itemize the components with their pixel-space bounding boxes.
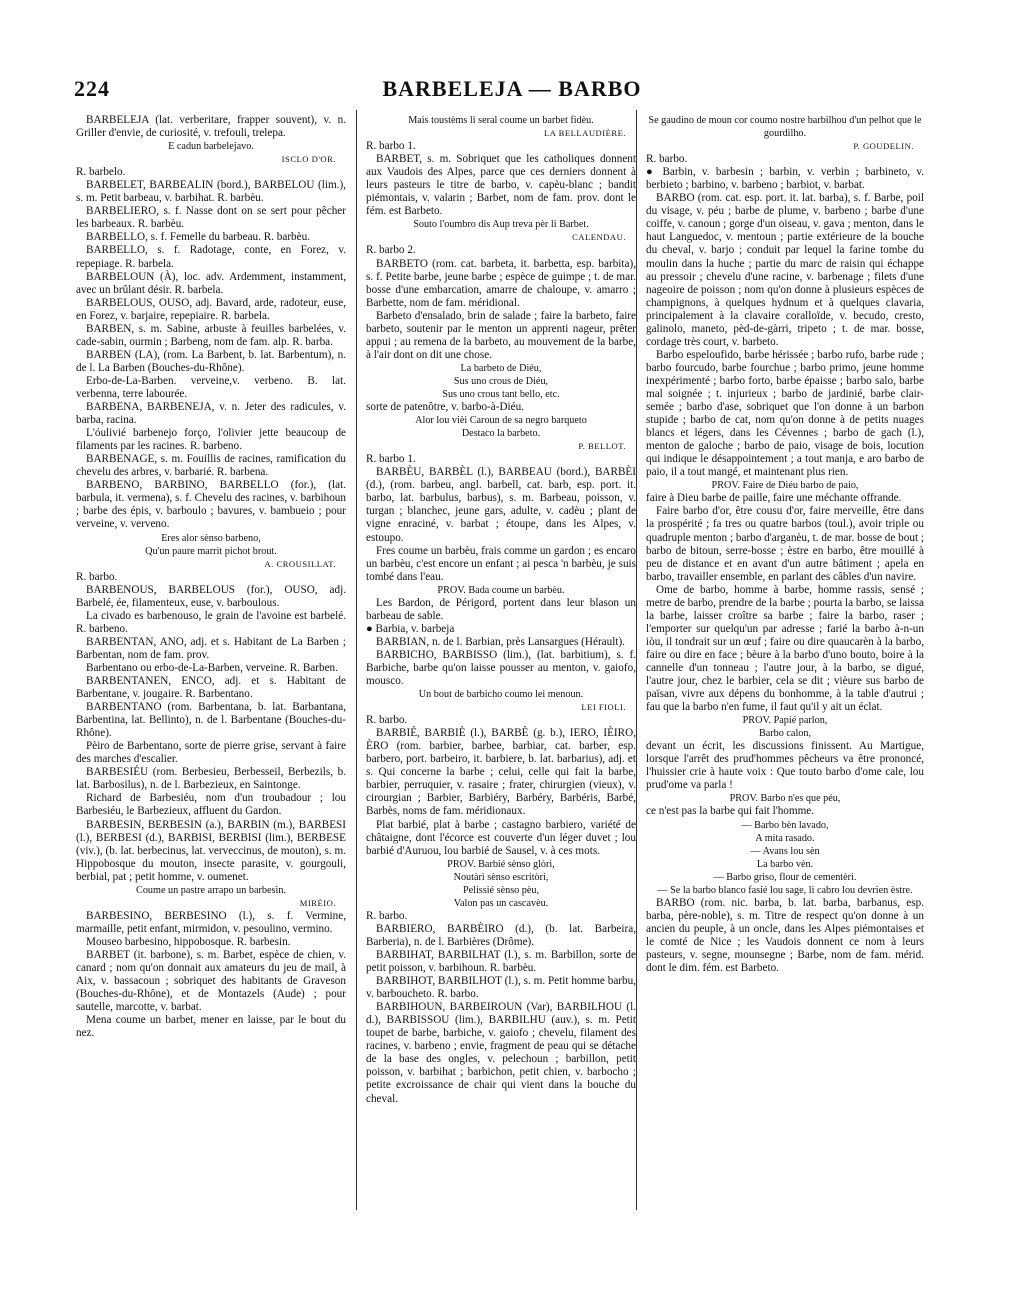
dictionary-entry: BARBELIERO, s. f. Nasse dont on se sert pour pêcher les barbeaux. R. barbèu. [76, 205, 346, 231]
entry-example: Mena coume un barbet, mener en laisse, par le bout du nez. [76, 1014, 346, 1040]
quote-source: A. CROUSILLAT. [264, 558, 336, 569]
entry-text: R. barbo 1. [366, 140, 416, 153]
verse-quote: Eres alor sènso barbeno, [161, 532, 261, 544]
dictionary-entry: BARBELOUS, OUSO, adj. Bavard, arde, radoteur, euse, en Forez, v. barjaire, repepiaire. R. barbela. [76, 296, 346, 322]
verse-quote: Coume un pastre arrapo un barbesin. [136, 884, 286, 896]
dictionary-entry: BARBÈU, BARBÈL (l.), BARBEAU (bord.), BARBÈI (d.), (rom. barbeu, angl. barbell, cat. barb, esp. port. it. barbo, lat. barbulus, barbus), s. m. Barbeau, poisson, v. turgan ; blanchec, jeune gars, adulte, v. cadèu ; plant de vigne enraciné, v. barbat ; étoupe, dans les Alpes, v. estoupo. [366, 466, 636, 544]
verse-quote: Alor lou vièi Caroun de sa negro barqueto [415, 415, 587, 427]
dictionary-entry: BARBESIN, BERBESIN (a.), BARBIN (m.), BARBESI (l.), BERBESI (d.), BARBISI, BERBISI (lim.), BERBESE (viv.), (b. lat. berbecinus, lat. verveccinus, de mouton), s. m. Hippobosque du mouton, insecte parasite, v. gourgouli, berbial, pat ; petit homme, v. oumenet. [76, 818, 346, 883]
text-column-1 [76, 114, 346, 1040]
verse-quote: — Barbo bèn lavado, [741, 819, 829, 831]
entry-text: R. barbo 1. [366, 453, 416, 466]
quote-source: P. BELLOT. [578, 441, 626, 452]
dictionary-entry: BARBO (rom. nic. barba, b. lat. barba, barbanus, esp. barba, père-noble), s. m. Titre de respect qu'on donne à un ancien du peuple, à un oncle, dans les Alpes piémontaises et le comté de Nice ; les Vaudois donnent ce nom à leurs pasteurs, v. segne, mounsegne ; Barbe, nom de fam. mérid. dont le dim. fém. est Barbeto. [646, 896, 924, 975]
verse-quote: Qu'un paure marrit pichot brout. [145, 545, 277, 557]
verse-quote: Noutàri sènso escritòri, [453, 871, 549, 883]
verse-quote: Se gaudino de moun cor coumo nostre barbilhou d'un pelhot que le gourdilho. [648, 115, 922, 140]
quote-source: LA BELLAUDIÈRE. [544, 128, 626, 139]
entry-example: Barbeto d'ensalado, brin de salade ; faire la barbeto, faire barbeto, soutenir par le menton un apprenti nageur, prêter appui ; au remena de la barbeto, au mouvement de la barbe, à l'air dont on dit une chose. [366, 309, 636, 361]
dictionary-entry: BARBIHOUN, BARBEIROUN (Var), BARBILHOU (l. d.), BARBISSOU (lim.), BARBILHU (auv.), s. m. Petit toupet de barbe, barbiche, v. gaiofo ; chevelu, filament des racines, v. barbeno ; envie, fragment de peau qui se détache de la base des ongles, v. pelechoun ; barbillon, petit poisson, v. barbihat ; barbichon, petit chien, v. barbocho ; petite excroissance de chair qui vient dans la bouche du cheval. [366, 1001, 636, 1105]
verse-quote: Pelissié sènso pèu, [462, 884, 540, 896]
dictionary-entry: BARBIERO, BARBÈIRO (d.), (b. lat. Barbeira, Barberia), n. de l. Barbières (Drôme). [366, 922, 636, 948]
verse-quote: Valon pas un cascavèu. [453, 897, 549, 909]
entry-example: Barbo espeloufido, barbe hérissée ; barbo rufo, barbe rude ; barbo fourcudo, barbe fourchue ; barbo primo, jeune homme inexpérimenté ; barbo forto, barbe épaisse ; barbo salo, barbe mal soignée ; t. injurieux ; barbo de jardinié, barbe clair-semée ; barbo d'ase, sobriquet que l'on donne à un barbon stupide ; barbo de cat, nom qu'on donne à de petits nuages blancs et légers, dans les Cévennes ; barbo de gach (l.), menton de galoche ; barbo de paio, visage de bois, locution qui indique le désappointement ; a tout manja, e aro barbo de paio, il a tout mangé, et maintenant plus rien. [646, 348, 924, 479]
text-column-3 [646, 114, 924, 975]
verse-quote: — Avans lou sèn [750, 845, 820, 857]
running-title: BARBELEJA — BARBO [382, 76, 642, 101]
verse-quote: Mais toustèms li seral coume un barbet fidèu. [408, 115, 594, 126]
verse-quote: Souto l'oumbro dis Aup treva pèr li Barbet. [413, 219, 589, 231]
verse-quote: — Se la barbo blanco fasié lou sage, li cabro lou devrien èstre. [657, 884, 913, 896]
dictionary-entry: BARBELEJA (lat. verberitare, frapper souvent), v. n. Griller d'envie, de curiosité, v. trefouli, trelepa. [76, 114, 346, 140]
verse-quote: Sus uno crous tant bello, etc. [442, 388, 560, 400]
dictionary-entry: BARBIHOT, BARBILHOT (l.), s. m. Petit homme barbu, v. barboucheto. R. barbo. [366, 975, 636, 1001]
quote-source: LEI FIOLI. [581, 702, 626, 713]
dictionary-entry: BARBENA, BARBENEJA, v. n. Jeter des radicules, v. barba, racina. [76, 401, 346, 427]
dictionary-entry: BARBIÉ, BARBIÈ (l.), BARBÈ (g. b.), IERO, IÈIRO, ÈRO (rom. barbier, barbee, barbiar, cat. barber, esp. barbero, port. barbeiro, it. barbiere, b. lat. barbarius), adj. et s. Qui concerne la barbe ; celui, celle qui fait la barbe, barbier, perruquier, v. rasaire ; frater, chirurgien (vieux), v. cirourgian ; Barbier, Barbiéry, Barbéry, Barbéris, Barbé, Barbès, noms de fam. méridionaux. [366, 727, 636, 818]
verse-quote: PROV. Bada coume un barbèu. [437, 584, 565, 596]
dictionary-entry: BARBICHO, BARBISSO (lim.), (lat. barbitium), s. f. Barbiche, barbe qu'on laisse pousser au menton, v. gaiofo, mousco. [366, 648, 636, 688]
dictionary-entry: BARBETO (rom. cat. barbeta, it. barbetta, esp. barbita), s. f. Petite barbe, jeune barbe ; espèce de guimpe ; t. de mar. bosse d'une embarcation, amarre de chaloupe, v. amarro ; Barbette, nom de fam. méridional. [366, 257, 636, 309]
verse-quote: — Barbo griso, flour de cementèri. [713, 871, 857, 883]
dictionary-entry: BARBELLO, s. f. Radotage, conte, en Forez, v. repepiage. R. barbela. [76, 244, 346, 270]
entry-text: R. barbo. [366, 909, 408, 922]
dictionary-entry: BARBELET, BARBEALIN (bord.), BARBELOU (lim.), s. m. Petit barbeau, v. barbihat. R. barbèu. [76, 179, 346, 205]
entry-example: L'óulivié barbenejo forço, l'olivier jette beaucoup de filaments par les racines. R. barbeno. [76, 427, 346, 453]
quote-source: MIRÈIO. [299, 897, 336, 908]
entry-example: Faire barbo d'or, être cousu d'or, faire merveille, être dans la prospérité ; fa tres ou quatre barbos (toul.), avoir triple ou quadruple menton ; barbo d'arganèu, t. de mar. bosse de bout ; barbo de bitoun, serre-bosse ; èstre en barbo, être mouillé à peu de distance et en avant d'un autre bâtiment ; apela en barbo, travailler ensemble, en parlant des câbles d'un navire. [646, 505, 924, 583]
quote-source: CALENDAU. [572, 232, 626, 243]
dictionary-entry: BARBENTANEN, ENCO, adj. et s. Habitant de Barbentane, v. jougaire. R. Barbentano. [76, 675, 346, 701]
entry-example: Pèiro de Barbentano, sorte de pierre grise, servant à faire des marches d'escalier. [76, 740, 346, 766]
entry-example: La civado es barbenouso, le grain de l'avoine est barbelé. R. barbeno. [76, 609, 346, 635]
entry-example: Les Bardon, de Périgord, portent dans leur blason un barbeau de sable. [366, 596, 636, 622]
verse-quote: PROV. Faire de Diéu barbo de paio, [711, 480, 859, 492]
entry-example: Fres coume un barbèu, frais comme un gardon ; es encaro un barbèu, c'est encore un enfant ; ai pesca 'n barbèu, je suis tombé dans l'eau. [366, 544, 636, 583]
dictionary-entry: BARBELLO, s. f. Femelle du barbeau. R. barbèu. [86, 231, 311, 244]
dictionary-entry: BARBET, s. m. Sobriquet que les catholiques donnent aux Vaudois des Alpes, parce que ces derniers donnent à leurs pasteurs le titre de barbo, v. capèu-blanc ; bandit piémontais, v. valarin ; Barbet, nom de fam. prov. dont le fém. est Barbeto. [366, 153, 636, 218]
verse-quote: Destaco la barbeto. [461, 428, 541, 440]
verse-quote: PROV. Papié parlon, [742, 715, 828, 727]
verse-quote: La barbo vèn. [756, 858, 814, 870]
text-column-2 [366, 114, 636, 1106]
entry-text: R. barbo 2. [366, 244, 416, 257]
dictionary-entry: BARBENAGE, s. m. Fouillis de racines, ramification du chevelu des arbres, v. barbarié. R. barbena. [76, 453, 346, 479]
entry-example: Mouseo barbesino, hippobosque. R. barbesin. [86, 935, 291, 948]
verse-quote: Sus uno crous de Diéu, [453, 375, 549, 387]
entry-text: sorte de patenôtre, v. barbo-à-Diéu. [366, 401, 525, 414]
entry-text: R. barbo. [366, 714, 408, 727]
dictionary-entry: BARBENOUS, BARBELOUS (for.), OUSO, adj. Barbelé, ée, filamenteux, euse, v. barboulous. [76, 583, 346, 609]
verse-quote: PROV. Barbo n'es que péu, [729, 793, 841, 805]
quote-source: P. GOUDELIN. [853, 141, 914, 152]
dictionary-entry: BARBESINO, BERBESINO (l.), s. f. Vermine, marmaille, petit enfant, mirmidon, v. pesoulino, vermino. [76, 909, 346, 935]
verse-quote: Barbo calon, [758, 728, 812, 740]
entry-text: ● Barbia, v. barbeja [366, 622, 455, 635]
quote-source: ISCLO D'OR. [281, 154, 336, 165]
entry-text: R. barbelo. [76, 166, 126, 179]
entry-text: devant un écrit, les discussions finissent. Au Martigue, lorsque l'arrêt des prud'hommes pêcheurs va être prononcé, l'huissier crie à haute voix : Que touto barbo d'ome cale, lou prud'ome va parla ! [646, 740, 924, 792]
verse-quote: A mita rasado. [755, 832, 815, 844]
page-number: 224 [74, 76, 110, 101]
dictionary-entry: BARBENTANO (rom. Barbentana, b. lat. Barbantana, Barbentina, lat. Bellinto), n. de l. Barbentane (Bouches-du-Rhône). [76, 701, 346, 740]
entry-example: Erbo-de-La-Barben. verveine,v. verbeno. B. lat. verbenna, terre labourée. [76, 374, 346, 400]
dictionary-entry: BARBIAN, n. de l. Barbian, près Lansargues (Hérault). [376, 635, 625, 648]
verse-quote: La barbeto de Diéu, [460, 362, 542, 374]
dictionary-entry: BARBENTAN, ANO, adj. et s. Habitant de La Barben ; Barbentan, nom de fam. prov. [76, 635, 346, 661]
verse-quote: E cadun barbelejavo. [168, 141, 254, 153]
entry-example: Plat barbié, plat à barbe ; castagno barbiero, variété de châtaigne, dont l'écorce est couverte d'un léger duvet ; lou barbié d'Auruou, lou barbié de Sausel, v. à ces mots. [366, 818, 636, 857]
dictionary-entry: BARBEN (LA), (rom. La Barbent, b. lat. Barbentum), n. de l. La Barben (Bouches-du-Rhône). [76, 348, 346, 374]
dictionary-entry: BARBELOUN (À), loc. adv. Ardemment, instamment, avec un brûlant désir. R. barbela. [76, 270, 346, 296]
entry-text: ● Barbin, v. barbesin ; barbin, v. verbin ; barbineto, v. berbieto ; barbino, v. barbeno ; barbiot, v. barbat. [646, 166, 924, 192]
dictionary-entry: BARBO (rom. cat. esp. port. it. lat. barba), s. f. Barbe, poil du visage, v. péu ; barbe de plume, v. barbeno ; barbe d'une coiffe, v. canoun ; gorge d'un oiseau, v. gava ; menton, dans le haut Languedoc, v. mentoun ; partie extérieure de la bouche du cheval, v. barjo ; conduit par lequel la farine tombe du moulin dans la huche ; partie du marc de raisin qui échappe au pressoir ; chevelu d'une racine, v. barbenage ; filets d'une nageoire de poisson ; nom qu'on donne à plusieurs espèces de champignons, à quelques hydnum et à quelques clavaria, principalement à la clavaire coralloïde, v. becudo, cresto, galinolo, maneto, pèd-de-gàrri, tripeto ; t. de mar. bosse, cordage très court, v. barbeto. [646, 192, 924, 348]
entry-text: R. barbo. [646, 153, 688, 166]
dictionary-entry: BARBESIÉU (rom. Berbesieu, Berbesseil, Berbezils, b. lat. Barbosilus), n. de l. Barbezieux, en Saintonge. [76, 766, 346, 792]
entry-text: ce n'est pas la barbe qui fait l'homme. [646, 805, 815, 818]
dictionary-entry: BARBIHAT, BARBILHAT (l.), s. m. Barbillon, sorte de petit poisson, v. barbihoun. R. barbèu. [366, 949, 636, 975]
column-rule [636, 110, 637, 1210]
verse-quote: PROV. Barbié sènso glòri, [447, 858, 555, 870]
column-rule [356, 110, 357, 1210]
verse-quote: Un bout de barbicho coumo lei menoun. [418, 689, 584, 701]
entry-text: R. barbo. [76, 570, 118, 583]
entry-example: Ome de barbo, homme à barbe, homme rassis, sensé ; metre de barbo, prendre de la barbe ; pourta la barbo, se laissa la barbe, laisser croître sa barbe ; faire la barbo, raser ; l'emporter sur quelqu'un par adresse ; farié la barbo à-n-un iòu, il tondrait sur un œuf ; faire ou dire quaucarèn à la barbo, faire ou dire en face ; bèure à la barbo d'uno bouto, boire à la cannelle d'un tonneau ; l'autre jour, à la barbo, se digué, l'autre jour, chez le barbier, cela se dit ; vièure sus barbo de païsan, vivre aux dépens du bonhomme, à la table d'autrui ; fau que la barbo n'en fume, il faut qu'il y ait un éclat. [646, 583, 924, 714]
dictionary-entry: BARBEN, s. m. Sabine, arbuste à feuilles barbelées, v. cade-sabin, ourmin ; Barbeng, nom de fam. alp. R. barba. [76, 322, 346, 348]
dictionary-entry: BARBENO, BARBINO, BARBELLO (for.), (lat. barbula, it. vermena), s. f. Chevelu des racines, v. barbihoun ; barbe des épis, v. barboulo ; bavures, v. bambueio ; pour verveine, v. verveno. [76, 479, 346, 531]
entry-example: Richard de Barbesiéu, nom d'un troubadour ; lou Barbesiéu, le Barbezieux, affluent du Gardon. [76, 792, 346, 818]
entry-text: faire à Dieu barbe de paille, faire une méchante offrande. [646, 492, 902, 505]
dictionary-entry: BARBET (it. barbone), s. m. Barbet, espèce de chien, v. canard ; nom qu'on donnait aux amateurs du jeu de mail, à Aix, v. bassacoun ; sobriquet des habitants de Graveson (Bouches-du-Rhône), et de Montazels (Aude) ; pour sautelle, marcotte, v. barbat. [76, 949, 346, 1014]
entry-example: Barbentano ou erbo-de-La-Barben, verveine. R. Barben. [86, 661, 338, 674]
